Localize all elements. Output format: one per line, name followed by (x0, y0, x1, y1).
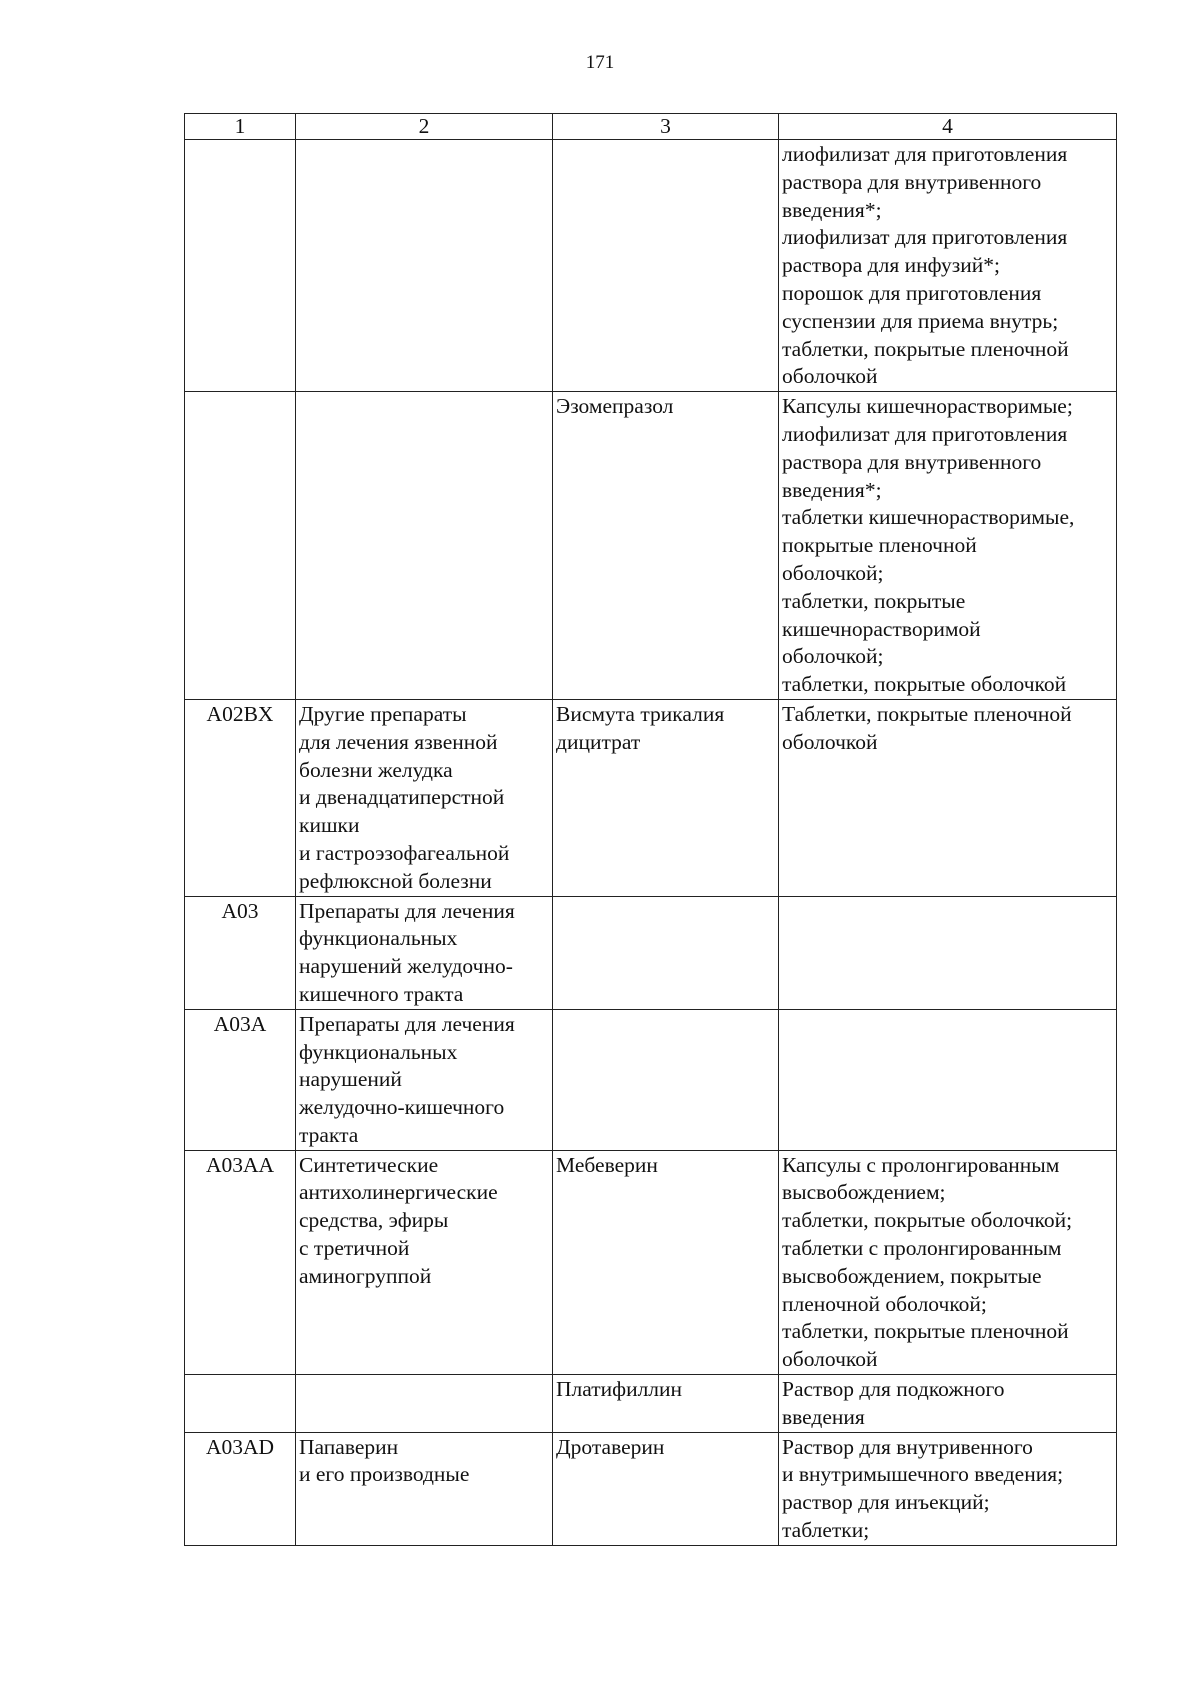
table-row (185, 1432, 1117, 1545)
table-row (185, 392, 1117, 700)
atc-code-cell: A03AA (185, 1150, 296, 1374)
group-line: Другие препараты (299, 701, 467, 726)
group-line: тракта (299, 1122, 359, 1147)
forms-line: таблетки кишечнорастворимые, (782, 505, 1075, 530)
forms-line: порошок для приготовления (782, 280, 1042, 305)
column-header-1: 1 (185, 114, 296, 140)
atc-code-cell: A03 (185, 896, 296, 1009)
group-cell (296, 392, 553, 700)
substance-line: Мебеверин (556, 1152, 658, 1177)
substance-line: Дротаверин (556, 1434, 665, 1459)
forms-line: Капсулы с пролонгированным (782, 1152, 1060, 1177)
group-line: Синтетические (299, 1152, 439, 1177)
substance-cell (553, 392, 779, 700)
forms-line: оболочкой (782, 364, 878, 389)
forms-line: Таблетки, покрытые пленочной (782, 701, 1072, 726)
page-number: 171 (585, 52, 615, 73)
table-row (185, 1009, 1117, 1150)
table-row (185, 140, 1117, 392)
column-header-3: 3 (553, 114, 779, 140)
forms-line: оболочкой; (782, 560, 884, 585)
group-cell (296, 896, 553, 1009)
substance-cell (553, 1432, 779, 1545)
forms-cell (779, 896, 1117, 1009)
group-line: и двенадцатиперстной (299, 785, 505, 810)
forms-line: пленочной оболочкой; (782, 1291, 987, 1316)
forms-line: введения (782, 1404, 865, 1429)
group-line: с третичной (299, 1236, 410, 1261)
forms-line: таблетки, покрытые оболочкой; (782, 1208, 1073, 1233)
group-line: желудочно-кишечного (299, 1095, 505, 1120)
column-header-2: 2 (296, 114, 553, 140)
table-row (185, 699, 1117, 896)
forms-line: введения*; (782, 197, 882, 222)
group-line: кишечного тракта (299, 981, 464, 1006)
atc-code-cell (185, 392, 296, 700)
table-header-row (185, 114, 1117, 140)
group-line: Препараты для лечения (299, 1011, 515, 1036)
forms-line: раствора для внутривенного (782, 449, 1042, 474)
table-row (185, 896, 1117, 1009)
group-line: аминогруппой (299, 1263, 432, 1288)
forms-line: таблетки, покрытые (782, 588, 966, 613)
atc-code-cell: A03AD (185, 1432, 296, 1545)
substance-line: Эзомепразол (556, 394, 674, 419)
forms-line: таблетки с пролонгированным (782, 1236, 1062, 1261)
substance-cell (553, 1009, 779, 1150)
substance-cell (553, 140, 779, 392)
forms-line: лиофилизат для приготовления (782, 225, 1068, 250)
forms-line: введения*; (782, 477, 882, 502)
table-row (185, 1375, 1117, 1433)
group-cell (296, 140, 553, 392)
forms-cell (779, 1432, 1117, 1545)
forms-line: Капсулы кишечнорастворимые; (782, 394, 1073, 419)
forms-line: таблетки, покрытые пленочной (782, 336, 1069, 361)
substance-line: Висмута трикалия (556, 701, 725, 726)
atc-code-cell (185, 1375, 296, 1433)
substance-line: дицитрат (556, 729, 641, 754)
forms-cell (779, 140, 1117, 392)
group-line: функциональных (299, 926, 458, 951)
forms-cell (779, 1375, 1117, 1433)
forms-line: оболочкой (782, 729, 878, 754)
group-line: средства, эфиры (299, 1208, 449, 1233)
forms-line: Раствор для подкожного (782, 1377, 1005, 1402)
forms-line: раствора для внутривенного (782, 169, 1042, 194)
substance-line: Платифиллин (556, 1377, 683, 1402)
atc-code-cell: A02BX (185, 699, 296, 896)
group-cell (296, 699, 553, 896)
group-cell (296, 1432, 553, 1545)
forms-line: высвобождением, покрытые (782, 1263, 1042, 1288)
substance-cell (553, 1150, 779, 1374)
group-cell (296, 1375, 553, 1433)
forms-line: оболочкой (782, 1347, 878, 1372)
forms-line: таблетки; (782, 1518, 870, 1543)
forms-cell (779, 1009, 1117, 1150)
table-body (185, 140, 1117, 1546)
substance-cell (553, 1375, 779, 1433)
forms-line: таблетки, покрытые пленочной (782, 1319, 1069, 1344)
forms-line: лиофилизат для приготовления (782, 142, 1068, 166)
substance-cell (553, 699, 779, 896)
atc-code-cell: A03A (185, 1009, 296, 1150)
forms-cell (779, 1150, 1117, 1374)
forms-line: высвобождением; (782, 1180, 946, 1205)
forms-line: кишечнорастворимой (782, 616, 981, 641)
forms-line: лиофилизат для приготовления (782, 421, 1068, 446)
group-line: болезни желудка (299, 757, 453, 782)
forms-line: таблетки, покрытые оболочкой (782, 672, 1067, 697)
forms-line: Раствор для внутривенного (782, 1434, 1033, 1459)
group-line: кишки (299, 813, 360, 838)
forms-line: раствора для инфузий*; (782, 253, 1000, 278)
group-line: нарушений (299, 1067, 402, 1092)
group-cell (296, 1009, 553, 1150)
group-line: и его производные (299, 1462, 470, 1487)
group-line: антихолинергические (299, 1180, 498, 1205)
group-line: и гастроэзофагеальной (299, 840, 510, 865)
group-line: для лечения язвенной (299, 729, 498, 754)
group-line: нарушений желудочно- (299, 954, 513, 979)
forms-line: и внутримышечного введения; (782, 1462, 1064, 1487)
forms-line: суспензии для приема внутрь; (782, 308, 1059, 333)
forms-cell (779, 699, 1117, 896)
forms-line: раствор для инъекций; (782, 1490, 990, 1515)
drug-table (184, 113, 1117, 1546)
group-line: функциональных (299, 1039, 458, 1064)
table-row (185, 1150, 1117, 1374)
atc-code-cell (185, 140, 296, 392)
column-header-4: 4 (779, 114, 1117, 140)
group-line: Папаверин (299, 1434, 399, 1459)
group-cell (296, 1150, 553, 1374)
forms-cell (779, 392, 1117, 700)
group-line: рефлюксной болезни (299, 868, 492, 893)
forms-line: оболочкой; (782, 644, 884, 669)
substance-cell (553, 896, 779, 1009)
forms-line: покрытые пленочной (782, 533, 977, 558)
group-line: Препараты для лечения (299, 898, 515, 923)
